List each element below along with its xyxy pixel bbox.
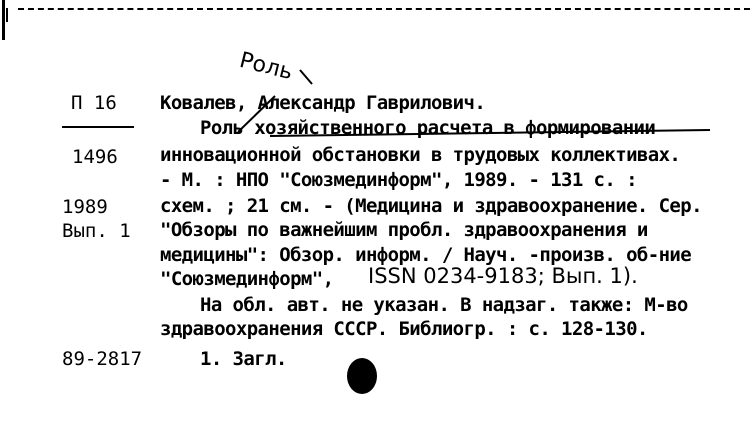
note-line-2: здравоохранения СССР. Библиогр. : с. 128-130. (160, 318, 648, 340)
call-number-rule (62, 126, 134, 128)
call-number: П 16 (71, 92, 117, 114)
title-line: Роль хозяйственного расчета в формировании (200, 117, 656, 139)
series-line: "Обзоры по важнейшим пробл. здравоохранения и (160, 219, 648, 241)
series-line-2: медицины": Обзор. информ. / Науч. -произв. об-ние (160, 244, 692, 266)
imprint-line: - М. : НПО "Союзмединформ", 1989. - 131 с. : (160, 169, 637, 191)
handwritten-issn: ISSN 0234-9183; Вып. 1). (368, 264, 638, 288)
handwritten-note: Роль (236, 48, 296, 86)
note-line: На обл. авт. не указан. В надзаг. также: М-во (200, 294, 688, 316)
series-line-3: "Союзмединформ", (160, 268, 334, 290)
ink-blot (347, 358, 377, 394)
issue: Вып. 1 (62, 220, 131, 242)
author-number: 1496 (72, 146, 118, 168)
record-id: 89-2817 (62, 348, 143, 370)
collation-line: схем. ; 21 см. - (Медицина и здравоохранение. Сер. (160, 195, 702, 217)
text-line: инновационной обстановки в трудовых коллективах. (160, 144, 681, 166)
tracing: 1. Загл. (200, 348, 287, 370)
year: 1989 (62, 196, 108, 218)
author-heading: Ковалев, Александр Гаврилович. (160, 92, 486, 114)
